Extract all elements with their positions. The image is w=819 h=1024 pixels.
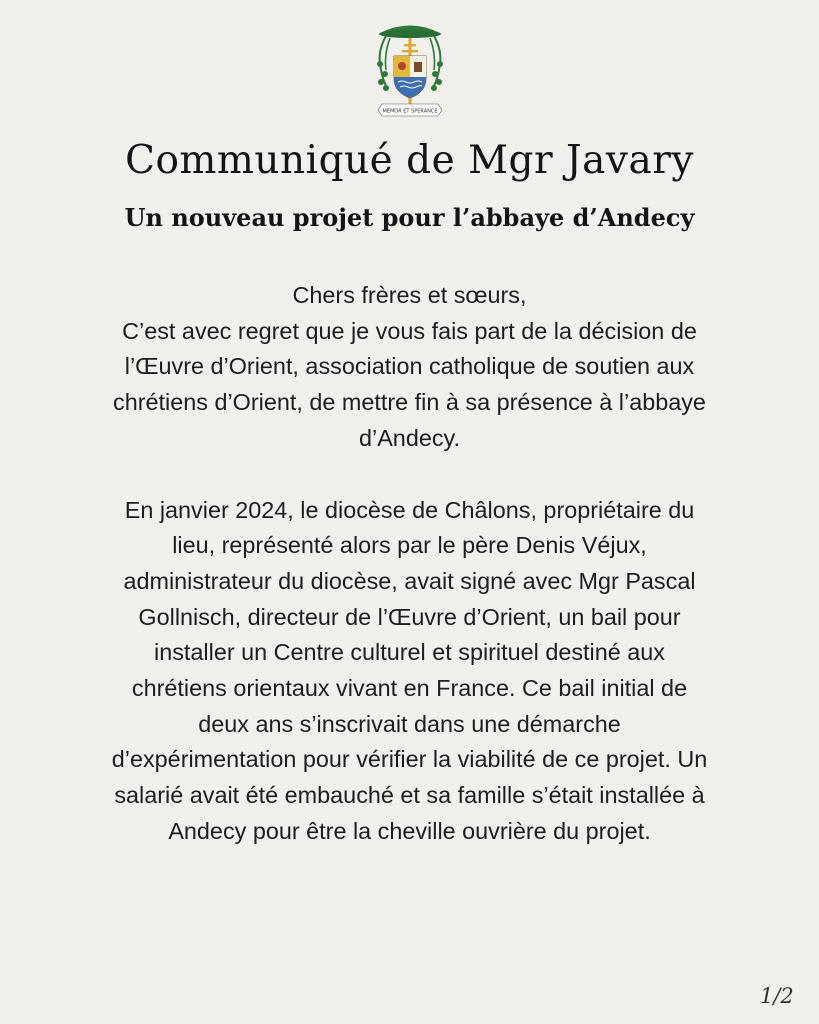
text-line: Gollnisch, directeur de l’Œuvre d’Orient, un bail pour	[138, 603, 681, 630]
text-line: chrétiens orientaux vivant en France. Ce bail initial de	[131, 675, 688, 702]
text-line: d’expérimentation pour vérifier la viabilité de ce projet. Un	[111, 746, 708, 773]
text-line: administrateur du diocèse, avait signé avec Mgr Pascal	[123, 567, 696, 594]
page-number: 1/2	[760, 984, 794, 1008]
coat-of-arms-icon	[372, 20, 448, 126]
page-subtitle: Un nouveau projet pour l’abbaye d’Andecy	[124, 203, 695, 232]
paragraph-1	[40, 278, 779, 457]
text-line: Chers frères et sœurs,	[292, 282, 527, 308]
paragraph-spacer	[40, 457, 779, 493]
text-line: En janvier 2024, le diocèse de Châlons, propriétaire du	[124, 496, 695, 523]
paragraph-2	[40, 493, 779, 850]
text-line: salarié avait été embauché et sa famille s’était installée à	[114, 782, 705, 809]
text-line: deux ans s’inscrivait dans une démarche	[198, 710, 621, 737]
page-title: Communiqué de Mgr Javary	[125, 138, 694, 183]
text-line: Andecy pour être la cheville ouvrière du projet.	[168, 817, 651, 844]
text-line: l’Œuvre d’Orient, association catholique de soutien aux	[124, 353, 695, 380]
text-line: C’est avec regret que je vous fais part de la décision de	[122, 317, 697, 344]
letter-body	[40, 278, 779, 850]
motto-text: MEMOR ET SPERANCE	[382, 108, 438, 115]
text-line: d’Andecy.	[359, 424, 460, 451]
text-line: chrétiens d’Orient, de mettre fin à sa présence à l’abbaye	[113, 389, 706, 416]
text-line: installer un Centre culturel et spirituel destiné aux	[154, 639, 665, 666]
text-line: lieu, représenté alors par le père Denis Véjux,	[172, 532, 647, 559]
